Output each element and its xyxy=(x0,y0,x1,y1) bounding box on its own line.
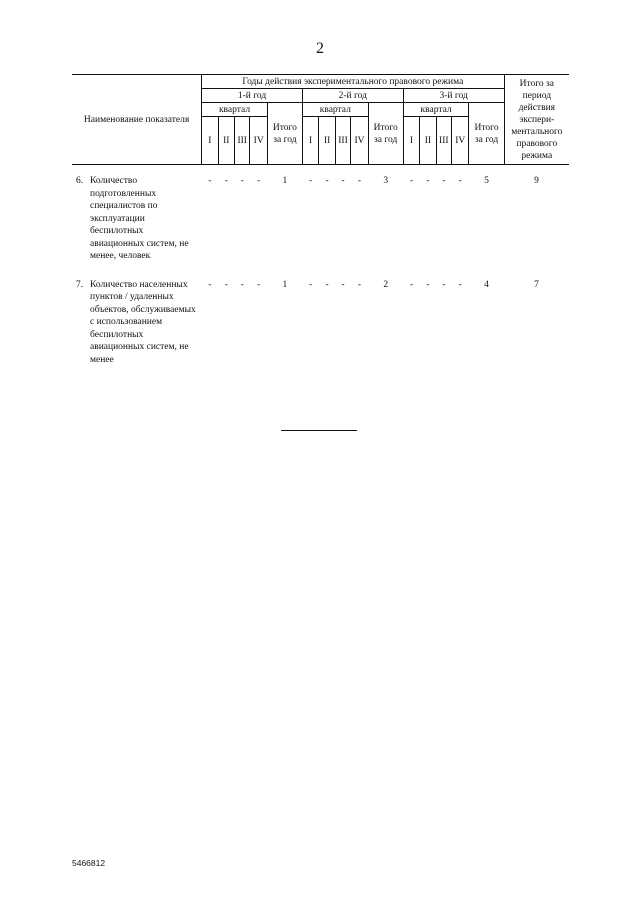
quarter-header: IV xyxy=(351,117,368,165)
year-total-cell: 4 xyxy=(484,279,489,290)
year-total-cell: 1 xyxy=(282,279,288,290)
table-cell: - xyxy=(325,176,329,186)
end-separator-line xyxy=(281,430,357,431)
row-number: 6. xyxy=(76,176,84,186)
quarter-header: II xyxy=(319,117,335,165)
table-cell: - xyxy=(224,279,228,290)
year-2-header: 2-й год xyxy=(302,89,403,103)
table-cell: - xyxy=(257,279,261,290)
quarter-header: IV xyxy=(250,117,267,165)
quarter-header: III xyxy=(335,117,350,165)
quarter-header: I xyxy=(302,117,318,165)
year-1-total-header: Итого за год xyxy=(267,103,302,165)
quarter-header: III xyxy=(235,117,250,165)
year-total-cell: 3 xyxy=(383,176,389,186)
indicator-name: Количество подготовленных специалистов по эксплуатации беспилотных авиационных систем, не менее, человек xyxy=(90,176,189,261)
table-cell: - xyxy=(409,279,413,290)
table-cell: - xyxy=(309,176,313,186)
table-cell: - xyxy=(442,176,446,186)
table-cell: - xyxy=(208,279,212,290)
table-cell: - xyxy=(458,176,462,186)
quarter-header: IV xyxy=(452,117,469,165)
table-cell: - xyxy=(240,176,244,186)
period-total-header: Итого за период действия экспери-ментального правового режима xyxy=(504,75,569,165)
table-cell: - xyxy=(442,279,446,290)
page-number: 2 xyxy=(316,40,324,57)
quarter-header: II xyxy=(420,117,436,165)
table-header xyxy=(72,75,569,165)
table-cell: - xyxy=(426,176,430,186)
table-cell: - xyxy=(208,176,212,186)
table-cell: - xyxy=(409,176,413,186)
years-header: Годы действия экспериментального правового режима xyxy=(202,75,505,89)
year-total-cell: 5 xyxy=(484,176,489,186)
row-number: 7. xyxy=(76,279,84,290)
period-total-cell: 7 xyxy=(534,279,539,290)
quarter-header: I xyxy=(403,117,419,165)
table-cell: - xyxy=(224,176,228,186)
year-total-cell: 2 xyxy=(383,279,389,290)
table-cell: - xyxy=(426,279,430,290)
year-1-quarter-header: квартал xyxy=(202,103,268,117)
year-2-total-header: Итого за год xyxy=(368,103,403,165)
year-2-quarter-header: квартал xyxy=(302,103,368,117)
year-3-quarter-header: квартал xyxy=(403,103,469,117)
year-1-header: 1-й год xyxy=(202,89,303,103)
year-3-total-header: Итого за год xyxy=(469,103,504,165)
document-code: 5466812 xyxy=(72,858,106,868)
year-total-cell: 1 xyxy=(282,176,288,186)
indicator-name-cell xyxy=(72,279,202,367)
table-cell: - xyxy=(357,279,362,290)
indicator-name-header: Наименование показателя xyxy=(72,75,202,165)
indicator-name: Количество населенных пунктов / удаленных объектов, обслуживаемых с использованием беспилотных авиационных систем, не менее xyxy=(90,279,196,365)
table-cell: - xyxy=(341,176,345,186)
period-total-cell: 9 xyxy=(534,176,539,186)
quarter-header: I xyxy=(202,117,218,165)
table-cell: - xyxy=(357,176,362,186)
quarter-header: II xyxy=(218,117,234,165)
table-cell: - xyxy=(240,279,244,290)
indicator-name-cell xyxy=(72,165,202,263)
indicators-table xyxy=(72,74,569,366)
table-row xyxy=(72,279,569,367)
table-cell: - xyxy=(257,176,261,186)
quarter-header: III xyxy=(436,117,451,165)
year-3-header: 3-й год xyxy=(403,89,504,103)
table-row xyxy=(72,165,569,263)
table-cell: - xyxy=(341,279,345,290)
table-cell: - xyxy=(309,279,313,290)
table-cell: - xyxy=(325,279,329,290)
table-cell: - xyxy=(458,279,462,290)
